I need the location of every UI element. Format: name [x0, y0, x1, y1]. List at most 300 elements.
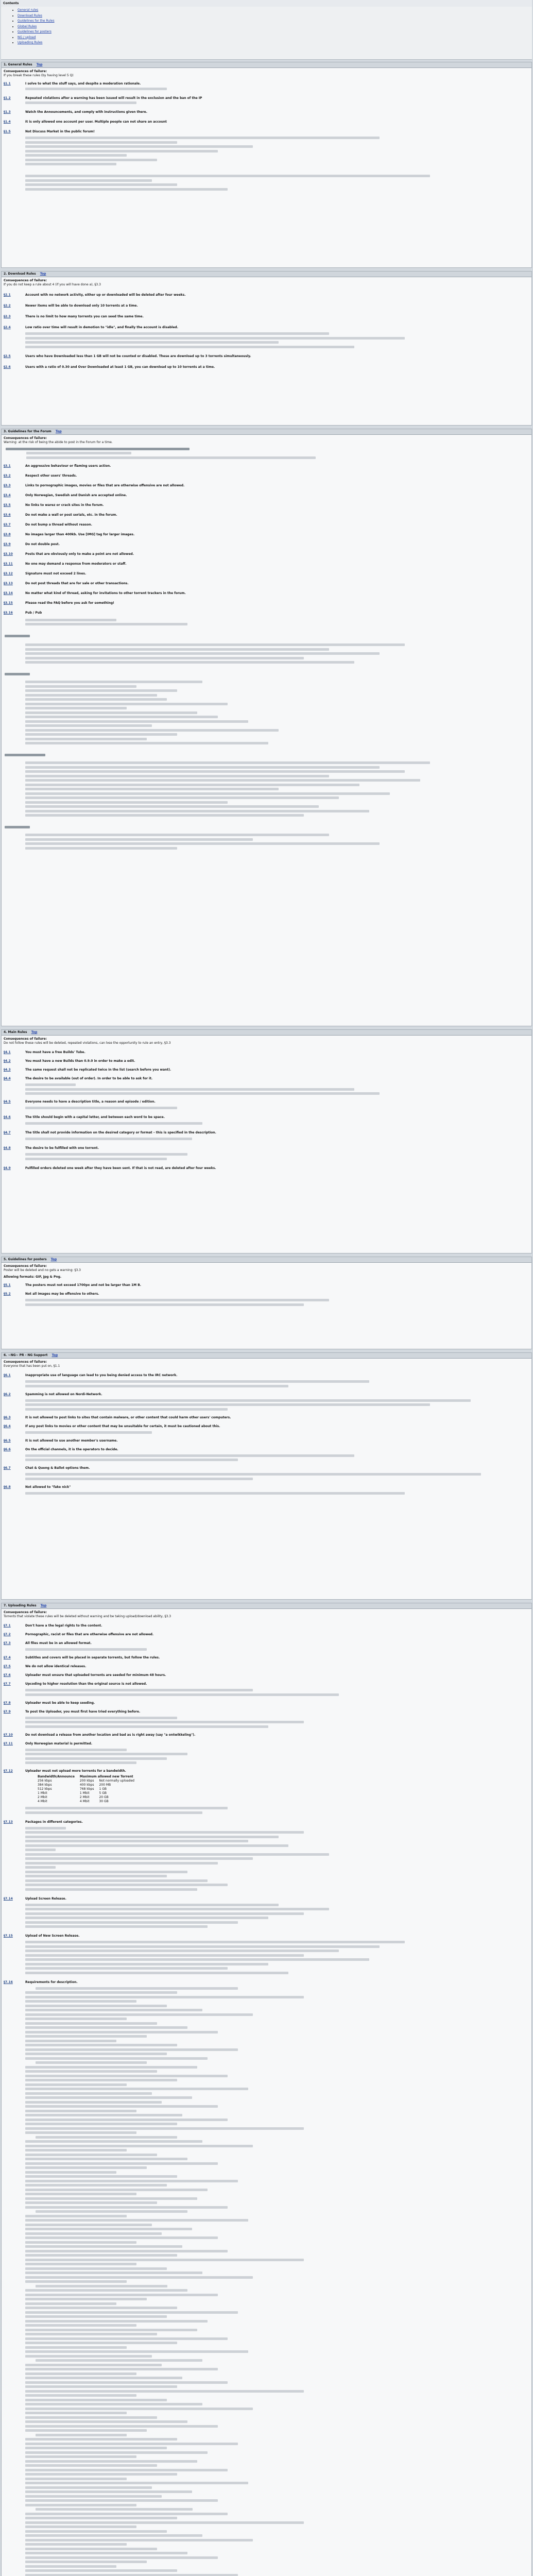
description-line: [25, 2346, 127, 2349]
description-line: [25, 2451, 208, 2454]
description-line: [25, 2504, 136, 2506]
table-cell: 256 kbps: [38, 1779, 52, 1783]
rule-number[interactable]: §4.9: [4, 1166, 11, 1170]
rule: [2, 523, 531, 527]
section-title: 6. ~NG~ PR - NG Support: [4, 1353, 48, 1357]
description-line: [25, 2425, 218, 2428]
section-allowed-formats: Allowing formats: GIF, Jpg & Png.: [4, 1275, 62, 1279]
rule-number[interactable]: §2.5: [4, 354, 11, 358]
rule-number[interactable]: §2.1: [4, 293, 11, 297]
section-main-rules: [1, 1029, 532, 1253]
rule: [2, 1050, 531, 1054]
rule-number[interactable]: §3.10: [4, 552, 13, 556]
rule-number[interactable]: §5.1: [4, 1283, 11, 1287]
rule: [2, 130, 531, 133]
description-line: [25, 2517, 177, 2519]
description-line: [25, 2552, 187, 2554]
section-heading: [2, 429, 531, 435]
rule: [2, 1485, 531, 1489]
description-line: [25, 2000, 136, 2003]
section-uploading-rules: [1, 1603, 532, 2576]
section-title: 7. Uploading Rules: [4, 1604, 37, 1607]
rule: [2, 1466, 531, 1470]
rule: [2, 1710, 531, 1714]
rule-number[interactable]: §2.6: [4, 365, 11, 369]
bandwidth-table: [38, 1775, 140, 1804]
rule-text: Uploader must not upload more torrents for a bandwidth.: [25, 1769, 126, 1773]
section-consequences-title: Consequences of failure:: [4, 436, 47, 440]
rule: [2, 503, 531, 507]
rule-number[interactable]: §6.4: [4, 1424, 11, 1428]
contents-link[interactable]: Guidelines for the Rules: [18, 19, 55, 23]
rule-text: Please read the FAQ before you ask for something!: [25, 601, 114, 605]
contents-item: [18, 40, 532, 46]
rule-number[interactable]: §3.13: [4, 581, 13, 585]
rule-number[interactable]: §6.6: [4, 1447, 11, 1451]
rule: [2, 1077, 531, 1080]
section-download-rules: [1, 271, 532, 426]
rule: [2, 1283, 531, 1287]
rule-text: Pub / Pub: [25, 611, 42, 615]
description-line: [25, 2101, 162, 2104]
rule: [2, 82, 531, 86]
rule-number[interactable]: §4.8: [4, 1146, 11, 1150]
description-line: [25, 2026, 187, 2029]
description-line: [25, 2110, 136, 2112]
rule-text: Newer items will be able to download only 10 torrents at a time.: [25, 304, 138, 308]
description-line: [25, 2206, 228, 2209]
rule: [2, 1624, 531, 1628]
description-line: [25, 2324, 136, 2327]
top-link[interactable]: Top: [50, 1258, 57, 1261]
description-line: [36, 1987, 238, 1990]
rule: [2, 304, 531, 308]
rule-text: Upload of New Screen Release.: [25, 1934, 80, 1938]
rule: [2, 484, 531, 487]
description-line: [25, 2447, 167, 2449]
description-line: [25, 2377, 182, 2379]
rule-number[interactable]: §7.10: [4, 1733, 13, 1737]
description-line: [25, 2438, 177, 2441]
rule-text: Repeated violations after a warning has been issued will result in the exclusion and the ban of the IP: [25, 96, 202, 100]
table-cell: 200 kbps: [79, 1779, 94, 1783]
description-line: [25, 2096, 192, 2099]
description-line: [25, 2013, 253, 2016]
rule-number[interactable]: §7.2: [4, 1633, 11, 1636]
rule-number[interactable]: §7.5: [4, 1665, 11, 1668]
rule-text: Not all images may be offensive to others.: [25, 1292, 99, 1296]
description-line: [25, 2057, 208, 2060]
top-link[interactable]: Top: [40, 1604, 47, 1607]
rule-number[interactable]: §3.1: [4, 464, 11, 468]
rule-text: No matter what kind of thread, asking for invitations to other torrent trackers in the forum.: [25, 591, 186, 595]
rule: [2, 110, 531, 114]
rule: [2, 1633, 531, 1636]
rule-number[interactable]: §3.2: [4, 473, 11, 478]
rule-number[interactable]: §7.1: [4, 1624, 11, 1628]
description-line: [25, 2193, 136, 2195]
rule-number[interactable]: §7.6: [4, 1673, 11, 1677]
description-line: [25, 2464, 157, 2467]
table-header: Bandwidth/Announce: [38, 1775, 75, 1778]
description-line: [25, 2149, 127, 2151]
description-line: [25, 1991, 177, 1994]
table-cell: 5 GB: [99, 1791, 107, 1795]
table-cell: 200 MB: [99, 1783, 111, 1787]
table-cell: 4 Mbit: [79, 1800, 90, 1803]
rule-number[interactable]: §2.2: [4, 304, 11, 308]
description-line: [25, 2070, 157, 2073]
description-line: [25, 2311, 238, 2314]
section-consequences-title: Consequences of failure:: [4, 1037, 47, 1041]
contents-link[interactable]: Uploading Rules: [18, 41, 43, 44]
rule: [2, 1673, 531, 1677]
section-consequences-text: Warning: at the risk of being the abide to post in the Forum for a time.: [4, 440, 113, 444]
section-consequences-text: If you do not keep a rule about 4 (if you will have done a), §3.3: [4, 283, 101, 286]
description-line: [25, 2154, 157, 2156]
rule: [2, 1131, 531, 1134]
contents-link[interactable]: NG / upload: [18, 35, 36, 39]
contents-link[interactable]: General rules: [18, 8, 39, 12]
rule-text: The desire to be fulfilled with one torrent.: [25, 1146, 99, 1150]
section-ng-support: [1, 1352, 532, 1600]
rule-text: It is not allowed to post links to sites that contain malware, or other content that could harm other users' computers.: [25, 1415, 231, 1419]
rule-number[interactable]: §3.4: [4, 493, 11, 497]
rule-text: Links to pornographic images, movies or files that are otherwise offensive are not allowed.: [25, 483, 185, 487]
rule-note: [2, 1941, 531, 1974]
description-line: [25, 2408, 253, 2410]
description-line: [25, 2329, 197, 2331]
rule-note: [2, 1717, 531, 1728]
rule-text: Only Norwegian material is permitted.: [25, 1741, 93, 1745]
description-line: [25, 2048, 238, 2051]
rule-note: [2, 1399, 531, 1411]
rule-text: Not allowed to "fake nick": [25, 1485, 71, 1489]
rule: [2, 1416, 531, 1419]
rule-note: [2, 1153, 531, 1160]
section-heading: [2, 1603, 531, 1609]
rule-number[interactable]: §7.3: [4, 1641, 11, 1645]
description-line: [25, 2460, 197, 2463]
description-line: [36, 2434, 127, 2436]
top-link[interactable]: Top: [55, 430, 62, 433]
rule-number[interactable]: §3.5: [4, 503, 11, 507]
description-line: [36, 2210, 187, 2213]
description-line: [25, 2228, 192, 2230]
rule-number[interactable]: §7.15: [4, 1934, 13, 1938]
contents-link[interactable]: Global Rules: [18, 24, 37, 28]
rule-number[interactable]: §7.12: [4, 1769, 13, 1773]
rule-text: Upcoding to higher resolution than the original source is not allowed.: [25, 1682, 147, 1686]
contents-title: Contents: [1, 0, 532, 7]
description-line: [25, 2180, 238, 2182]
rule-number[interactable]: §2.4: [4, 326, 11, 329]
rule-number[interactable]: §3.6: [4, 513, 11, 517]
rule-number[interactable]: §7.13: [4, 1820, 13, 1824]
rule-number[interactable]: §1.3: [4, 110, 11, 114]
description-line: [25, 2053, 167, 2055]
description-line: [25, 2420, 187, 2423]
rule-text: The title should begin with a capital letter, and between each word to be space.: [25, 1115, 165, 1119]
description-line: [25, 2040, 116, 2042]
description-line: [25, 2236, 218, 2239]
rule-text: Signature must not exceed 2 lines.: [25, 571, 87, 575]
description-line: [25, 2495, 162, 2498]
rule-note: [2, 619, 531, 850]
rule-text: All files must be in an allowed format.: [25, 1641, 92, 1645]
rule: [2, 326, 531, 329]
section-title: 2. Download Rules: [4, 272, 36, 276]
section-guidelines-posters: [1, 1257, 532, 1349]
description-line: [25, 2022, 157, 2025]
rule: [2, 552, 531, 556]
rule: [2, 601, 531, 605]
rule-number[interactable]: §4.7: [4, 1131, 11, 1134]
rule-text: Posts that are obviously only to make a point are not allowed.: [25, 552, 134, 556]
description-line: [25, 2092, 152, 2095]
rule-number[interactable]: §7.7: [4, 1682, 11, 1686]
rule-number[interactable]: §6.1: [4, 1374, 11, 1377]
rule-text: No links to warez or crack sites in the forum.: [25, 503, 104, 507]
table-row: [38, 1787, 140, 1791]
table-cell: 400 kbps: [79, 1783, 94, 1787]
description-line: [25, 2280, 127, 2283]
rule-number[interactable]: §4.5: [4, 1100, 11, 1104]
description-line: [25, 2320, 208, 2323]
rule-number[interactable]: §3.16: [4, 611, 13, 615]
rule: [2, 474, 531, 478]
contents-link[interactable]: Guidelines for posters: [18, 30, 51, 33]
rule-number[interactable]: §6.5: [4, 1438, 11, 1443]
rule: [2, 365, 531, 369]
rule-number[interactable]: §4.3: [4, 1068, 11, 1072]
rule-text: The posters must not exceed 1700px and not be larger than 1M B.: [25, 1283, 142, 1287]
description-line: [25, 2534, 202, 2537]
table-cell: 4 Mbit: [38, 1800, 47, 1803]
rule-number[interactable]: §6.7: [4, 1466, 11, 1470]
rule: [2, 1439, 531, 1443]
section-consequences-text: Torrents that violate these rules will be deleted without warning and be taking upload/download ability, §3.3: [4, 1615, 171, 1618]
description-line: [25, 2140, 202, 2143]
section-title: 3. Guidelines for the Forum: [4, 430, 51, 433]
rule-note: [2, 137, 531, 165]
description-line: [25, 2175, 177, 2178]
rule-number[interactable]: §7.8: [4, 1701, 11, 1705]
description-line: [25, 2066, 197, 2069]
rule: [2, 1682, 531, 1686]
description-line: [25, 2302, 116, 2305]
description-line: [25, 2561, 147, 2563]
description-line: [25, 2131, 136, 2134]
description-line: [25, 2478, 127, 2480]
description-line: [25, 2315, 167, 2318]
description-line: [25, 2044, 177, 2046]
rule: [2, 1897, 531, 1901]
rule: [2, 354, 531, 358]
description-line: [25, 2166, 147, 2169]
section-consequences-text: If you break these rules (by having level 5 Q): [4, 74, 74, 77]
rule: [2, 1980, 531, 1984]
rule-text: Packages in different categories.: [25, 1820, 83, 1824]
description-line: [25, 2368, 218, 2370]
rule-number[interactable]: §1.5: [4, 130, 11, 133]
description-line: [25, 2556, 218, 2559]
rule-number[interactable]: §3.9: [4, 542, 11, 546]
section-consequences-text: Everyone that has been put on, §1.1: [4, 1364, 60, 1368]
rule-number[interactable]: §1.1: [4, 82, 11, 86]
rule: [2, 1934, 531, 1938]
rule-note: [2, 1122, 531, 1125]
rule-note: [2, 1380, 531, 1387]
top-link[interactable]: Top: [40, 272, 46, 276]
description-line: [25, 2521, 304, 2524]
description-line: [25, 2526, 136, 2528]
rule-text: The same request shall not be replicated twice in the list (search before you want).: [25, 1068, 171, 1072]
rule-text: Do not double post.: [25, 542, 60, 546]
rule-text: There is no limit to how many torrents you can seed the same time.: [25, 315, 144, 318]
rule: [2, 543, 531, 546]
rule-text: Upload Screen Release.: [25, 1896, 66, 1901]
rule-text: Uploader must ensure that uploaded torrents are seeded for minimum 48 hours.: [25, 1673, 166, 1677]
rule-number[interactable]: §3.12: [4, 571, 13, 575]
section-intro: [2, 448, 531, 459]
rule-number[interactable]: §1.2: [4, 96, 11, 100]
rule-note: [2, 332, 531, 348]
description-line: [25, 2403, 202, 2405]
rule-note: [2, 1827, 531, 1891]
rule-number[interactable]: §3.8: [4, 532, 11, 536]
rule: [2, 315, 531, 318]
rule: [2, 572, 531, 575]
rule-note: [2, 1431, 531, 1434]
table-cell: 30 GB: [99, 1800, 109, 1803]
rule: [2, 1059, 531, 1063]
rule-number[interactable]: §6.8: [4, 1485, 11, 1489]
rule-note: [2, 1138, 531, 1140]
rule-number[interactable]: §4.2: [4, 1059, 11, 1063]
rule-number[interactable]: §3.15: [4, 601, 13, 605]
rule-text: It is not allowed to use another member's username.: [25, 1438, 118, 1443]
rule-note: [2, 1454, 531, 1462]
description-line: [25, 2390, 304, 2393]
description-line: [25, 2372, 136, 2375]
description-line: [25, 2350, 248, 2353]
description-line: [25, 2263, 136, 2265]
rule-number[interactable]: §7.4: [4, 1656, 11, 1659]
rule-note: [2, 1473, 531, 1480]
rule-note: [2, 1083, 531, 1095]
description-line: [25, 2416, 157, 2419]
top-link[interactable]: Top: [31, 1030, 38, 1034]
rule-number[interactable]: §7.11: [4, 1741, 13, 1745]
description-line: [25, 2162, 218, 2165]
rule-text: Users with a ratio of 0.30 and Over Downloaded at least 1 GB, you can download up to 10 torrents at a time.: [25, 365, 215, 369]
rule-number[interactable]: §1.4: [4, 120, 11, 124]
description-line: [25, 2455, 136, 2458]
table-cell: 2 Mbit: [79, 1795, 90, 1799]
section-consequences-text: Do not follow these rules will be deleted, repeated violations, can lose the opportunity to rule an entry, §3.3: [4, 1041, 171, 1045]
rule: [2, 96, 531, 100]
description-line: [36, 2061, 147, 2064]
contents-item: [18, 13, 532, 19]
rule-text: No one may demand a response from moderators or staff.: [25, 562, 127, 566]
rule-number[interactable]: §4.6: [4, 1115, 11, 1119]
table-cell: Not normally uploaded: [99, 1779, 134, 1783]
rule-text: Low ratio over time will result in demotion to "idle", and finally the account is disabled.: [25, 326, 178, 329]
rule: [2, 1100, 531, 1104]
rule-number[interactable]: §6.3: [4, 1415, 11, 1419]
top-link[interactable]: Top: [51, 1353, 58, 1357]
rule-number[interactable]: §7.14: [4, 1896, 13, 1901]
description-line: [25, 2486, 152, 2489]
rule-number[interactable]: §3.11: [4, 562, 13, 566]
contents-link[interactable]: Download Rules: [18, 13, 42, 18]
description-line: [25, 2364, 162, 2366]
rule-number[interactable]: §3.14: [4, 591, 13, 595]
rule-text: Not Discuss Market in the public forum!: [25, 130, 95, 133]
table-cell: 2 Mbit: [38, 1795, 47, 1799]
rule-note: [2, 1807, 531, 1814]
description-line: [25, 2189, 208, 2191]
rule: [2, 533, 531, 536]
rule: [2, 1733, 531, 1737]
rule-text: You must have a free Builds' Tube.: [25, 1050, 85, 1054]
rule-number[interactable]: §4.4: [4, 1077, 11, 1080]
rule-number[interactable]: §5.2: [4, 1292, 11, 1296]
rule-number[interactable]: §3.7: [4, 522, 11, 527]
section-consequences-title: Consequences of failure:: [4, 70, 47, 73]
section-consequences-title: Consequences of failure:: [4, 279, 47, 282]
rule: [2, 562, 531, 566]
description-line: [25, 2083, 127, 2086]
rule-number[interactable]: §7.9: [4, 1709, 11, 1714]
rule: [2, 1820, 531, 1824]
description-line: [25, 1996, 304, 1998]
description-line: [25, 2201, 157, 2204]
description-line: [25, 2399, 167, 2401]
section-heading: [2, 1353, 531, 1359]
description-line: [25, 2565, 116, 2568]
table-row: [38, 1791, 140, 1795]
table-row: [38, 1800, 140, 1804]
description-line: [25, 2145, 253, 2147]
rule-note: [2, 101, 531, 104]
contents-item: [18, 29, 532, 35]
rule: [2, 1701, 531, 1705]
contents-box: [1, 0, 532, 60]
rule-number[interactable]: §6.2: [4, 1392, 11, 1396]
rule-number[interactable]: §4.1: [4, 1050, 11, 1054]
rule-text: Watch the Announcements, and comply with instructions given there.: [25, 110, 147, 114]
top-link[interactable]: Top: [36, 63, 43, 66]
rule-number[interactable]: §3.3: [4, 483, 11, 487]
rule-text: Pornographic, racist or files that are otherwise offensive are not allowed.: [25, 1633, 154, 1636]
rule-text: I solve to what the stuff says, and despite a moderation rationale.: [25, 82, 141, 86]
description-line: [25, 2219, 248, 2222]
rule-text: Don't have a the legal rights to the content.: [25, 1624, 102, 1628]
rule: [2, 611, 531, 615]
section-title: 4. Main Rules: [4, 1030, 27, 1034]
rule-note: [2, 175, 531, 191]
section-guidelines-forum: [1, 429, 532, 1026]
rule-text: Users who have Downloaded less than 1 GB will not be counted or disabled. These are download up to 3 torrents simultaneously.: [25, 354, 251, 358]
rule-text: Do not bump a thread without reason.: [25, 522, 92, 527]
rule-number[interactable]: §7.16: [4, 1980, 13, 1984]
rule-number[interactable]: §2.3: [4, 315, 11, 318]
rule-text: Respect other users' threads.: [25, 473, 77, 478]
rule-text: Everyone needs to have a description title, a reason and episode / edition.: [25, 1100, 156, 1104]
description-line: [25, 2539, 253, 2541]
